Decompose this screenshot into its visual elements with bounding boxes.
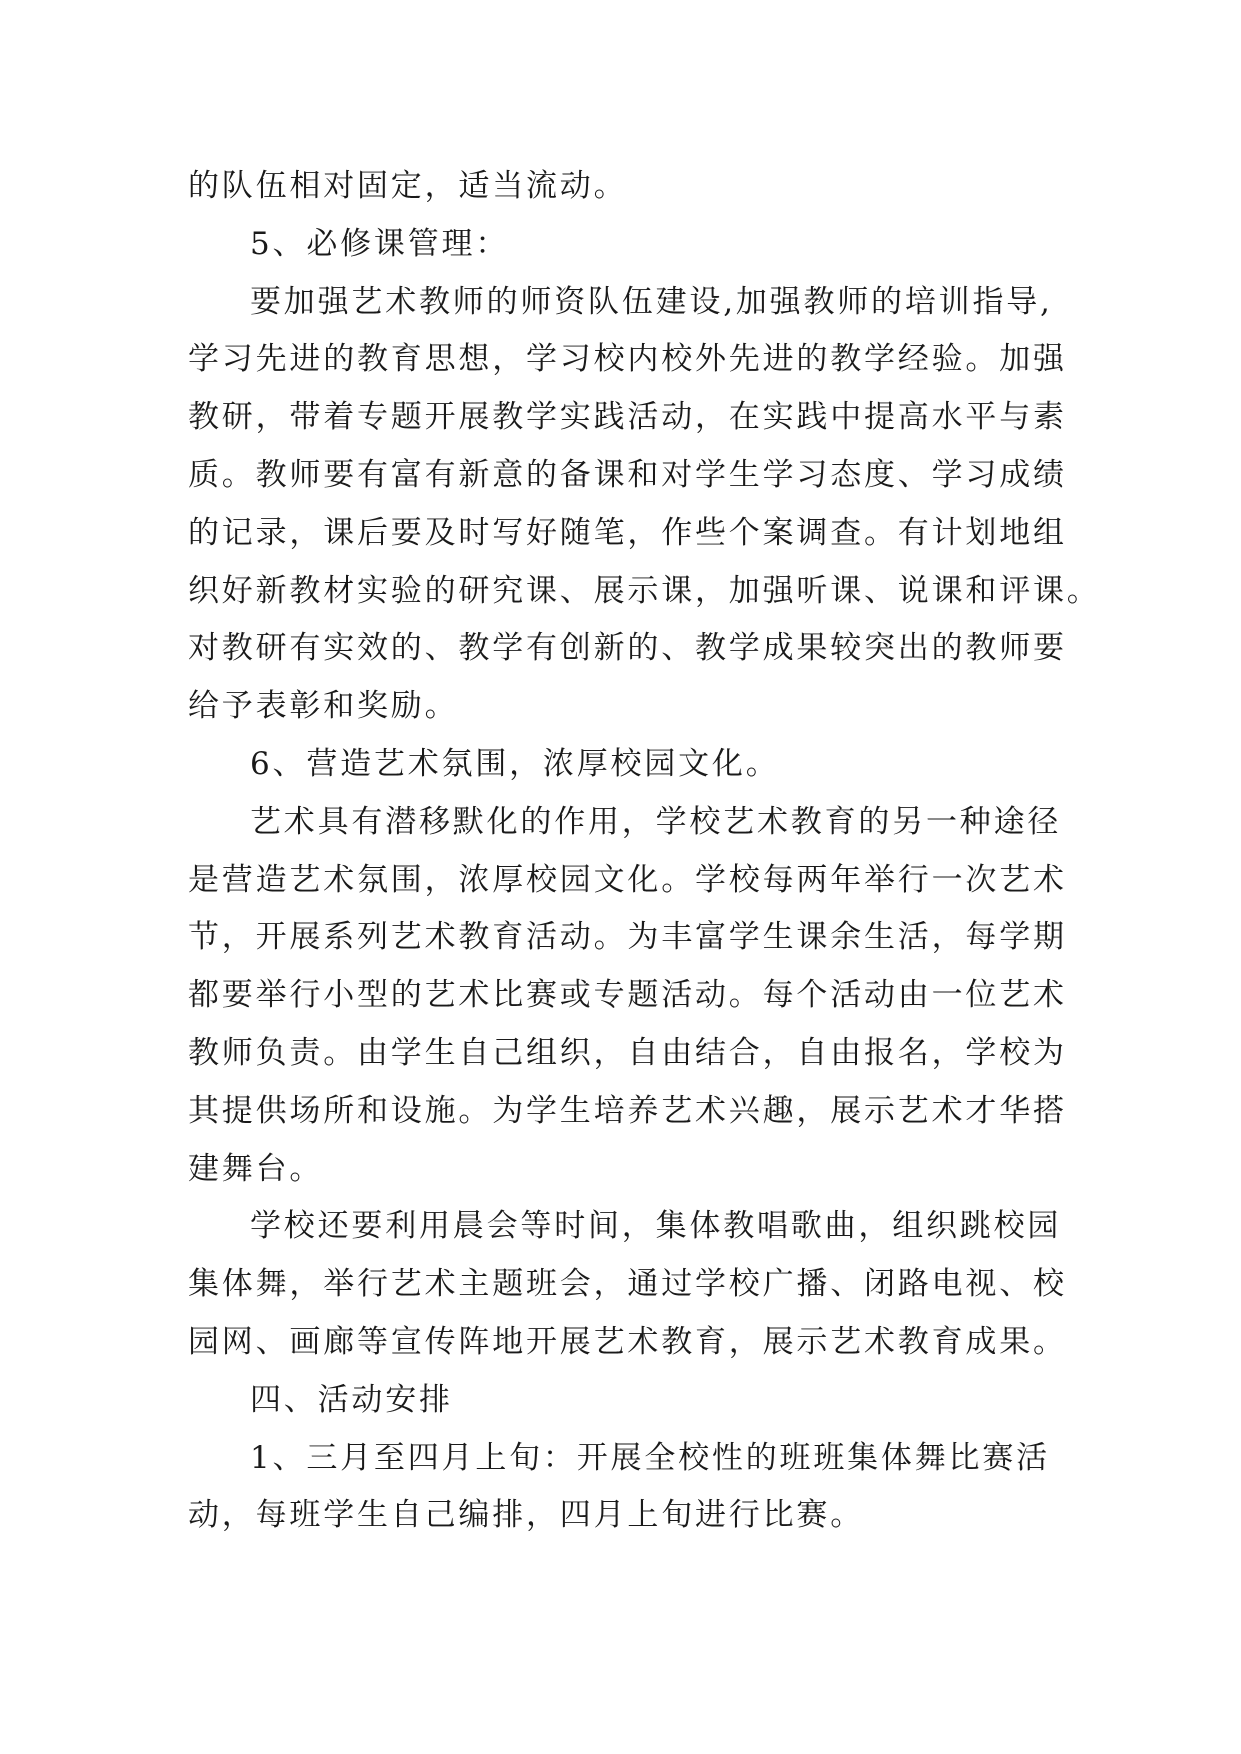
document-body — [188, 158, 1101, 1545]
text-line: 建舞台。 — [188, 1150, 324, 1187]
text-line: 其提供场所和设施。为学生培养艺术兴趣，展示艺术才华搭 — [188, 1092, 1067, 1129]
text-line: 6、营造艺术氛围，浓厚校园文化。 — [250, 745, 780, 782]
text-line: 教师负责。由学生自己组织，自由结合，自由报名，学校为 — [188, 1034, 1067, 1071]
text-line: 动，每班学生自己编排，四月上旬进行比赛。 — [188, 1497, 864, 1534]
text-line: 节，开展系列艺术教育活动。为丰富学生课余生活，每学期 — [188, 919, 1067, 956]
text-line: 园网、画廊等宣传阵地开展艺术教育，展示艺术教育成果。 — [188, 1323, 1067, 1360]
text-line: 织好新教材实验的研究课、展示课，加强听课、说课和评课。 — [188, 572, 1101, 609]
text-line: 都要举行小型的艺术比赛或专题活动。每个活动由一位艺术 — [188, 977, 1067, 1014]
text-line: 的队伍相对固定，适当流动。 — [188, 168, 628, 204]
text-line: 要加强艺术教师的师资队伍建设,加强教师的培训指导, — [250, 283, 1053, 320]
text-line: 集体舞，举行艺术主题班会，通过学校广播、闭路电视、校 — [188, 1266, 1067, 1303]
text-line: 质。教师要有富有新意的备课和对学生学习态度、学习成绩 — [188, 456, 1067, 493]
text-line: 是营造艺术氛围，浓厚校园文化。学校每两年举行一次艺术 — [188, 861, 1067, 898]
text-line: 教研，带着专题开展教学实践活动，在实践中提高水平与素 — [188, 399, 1067, 436]
text-line: 给予表彰和奖励。 — [188, 688, 459, 725]
text-line: 四、活动安排 — [250, 1381, 453, 1418]
text-line: 学校还要利用晨会等时间，集体教唱歌曲，组织跳校园 — [250, 1208, 1062, 1245]
text-line: 1、三月至四月上旬：开展全校性的班班集体舞比赛活 — [250, 1439, 1050, 1476]
text-line: 艺术具有潜移默化的作用，学校艺术教育的另一种途径 — [250, 803, 1062, 840]
text-line: 5、必修课管理： — [250, 225, 510, 262]
text-line: 的记录，课后要及时写好随笔，作些个案调查。有计划地组 — [188, 514, 1067, 551]
text-line: 对教研有实效的、教学有创新的、教学成果较突出的教师要 — [188, 630, 1067, 667]
text-line: 学习先进的教育思想，学习校内校外先进的教学经验。加强 — [188, 341, 1067, 378]
